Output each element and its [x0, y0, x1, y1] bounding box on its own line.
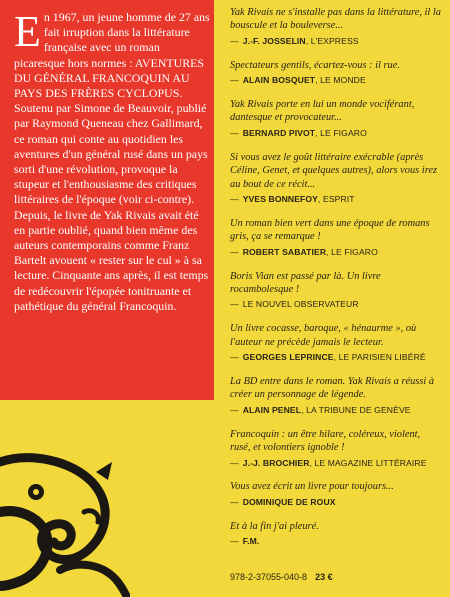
quote-item [230, 6, 442, 48]
press-quotes [230, 6, 442, 559]
quote-text: Si vous avez le goût littéraire exécrable (après Céline, Genet, et quelques autres), alors vous irez au bout de ce récit... [230, 151, 438, 190]
quote-outlet: , LE PARISIEN LIBÉRÉ [333, 352, 426, 363]
quote-text: Un livre cocasse, baroque, « hénaurme », où l'auteur ne précède jamais le lecteur. [230, 323, 417, 348]
quote-outlet: , LA TRIBUNE DE GENÈVE [301, 404, 411, 415]
quote-source [230, 535, 442, 548]
dash: — [230, 496, 239, 507]
quote-source [230, 298, 442, 311]
dash: — [230, 536, 239, 547]
quote-author: ALAIN BOSQUET [242, 75, 316, 86]
quote-text: Vous avez écrit un livre pour toujours... [230, 481, 394, 493]
quote-text: Un roman bien vert dans une époque de romans gris, ça se remarque ! [230, 217, 430, 243]
price: 23 € [315, 572, 333, 582]
quote-source [230, 351, 442, 364]
quote-author: ROBERT SABATIER [242, 246, 327, 257]
dash: — [230, 193, 239, 204]
quote-author: BERNARD PIVOT [242, 127, 316, 138]
quote-text: Yak Rivais porte en lui un monde vociférant, dantesque et provocateur... [230, 99, 415, 124]
quote-outlet: , LE MAGAZINE LITTÉRAIRE [309, 457, 427, 468]
quote-item [230, 428, 442, 470]
quote-outlet: , ESPRIT [318, 193, 355, 204]
isbn-number: 978-2-37055-040-8 [230, 572, 308, 582]
quote-text: Boris Vian est passé par là. Un livre rocambolesque ! [230, 270, 381, 295]
quote-text: Yak Rivais ne s'installe pas dans la littérature, il la bouscule et la bouleverse... [230, 7, 441, 32]
quote-text: Spectateurs gentils, écartez-vous : il rue. [230, 59, 400, 71]
quote-outlet: , L'EXPRESS [305, 35, 359, 46]
quote-author: GEORGES LEPRINCE [242, 352, 334, 363]
quote-text: Et à la fin j'ai pleuré. [230, 520, 319, 532]
ornament-illustration [0, 452, 130, 597]
quote-outlet: , LE FIGARO [315, 127, 367, 138]
isbn-price-line [230, 572, 444, 582]
dash: — [230, 404, 239, 415]
quote-source [230, 457, 442, 470]
quote-source [230, 35, 442, 48]
dash: — [230, 457, 239, 468]
quote-item [230, 217, 442, 259]
quote-author: YVES BONNEFOY [242, 193, 319, 204]
quote-item [230, 480, 442, 509]
quote-item [230, 59, 442, 88]
quote-item [230, 375, 442, 417]
quote-source [230, 496, 442, 509]
quote-item [230, 520, 442, 549]
quote-source [230, 127, 442, 140]
quote-outlet: , LE FIGARO [326, 246, 378, 257]
quote-text: La BD entre dans le roman. Yak Rivais a réussi à créer un personnage de légende. [230, 376, 435, 401]
quote-author: F.M. [242, 536, 260, 547]
dash: — [230, 299, 239, 310]
quote-item [230, 322, 442, 364]
quote-source [230, 246, 442, 259]
quote-author: ALAIN PENEL [242, 404, 302, 415]
quote-item [230, 98, 442, 140]
quote-source [230, 74, 442, 87]
dash: — [230, 35, 239, 46]
quote-item [230, 151, 442, 207]
quote-outlet: , LE MONDE [315, 75, 366, 86]
quote-source [230, 404, 442, 417]
quote-item [230, 270, 442, 312]
quote-text: Francoquin : un être hilare, coléreux, violent, rusé, et volontiers ignoble ! [230, 428, 421, 454]
blurb-body: n 1967, un jeune homme de 27 ans fait irruption dans la littérature française avec un roman picaresque hors normes : AVENTURES DU GÉNÉRAL FRANCOQUIN AU PAYS DES FRÈRES CYCLOPUS. Soutenu par Simone de Beauvoir, publié par Raymond Queneau chez Gallimard, ce roman qui conte au quotidien les aventures d'un général rusé dans un pays sorti d'une révolution, provoque la stupeur et l'enthousiasme des critiques littéraires de l'époque (voir ci-contre). Depuis, le livre de Yak Rivais avait été en partie oublié, quand bien même des auteurs contemporains comme Franz Bartelt avouent « rester sur le cul » à sa lecture. Cinquante ans après, il est temps de redécouvrir l'épopée tonitruante et pathétique du général Francoquin. [14, 10, 210, 313]
quote-author: DOMINIQUE DE ROUX [242, 496, 336, 507]
quote-outlet: LE NOUVEL OBSERVATEUR [242, 299, 359, 310]
dash: — [230, 127, 239, 138]
dash: — [230, 246, 239, 257]
blurb-text [14, 7, 210, 314]
quote-author: J.-F. JOSSELIN [242, 35, 306, 46]
drop-cap: E [14, 7, 41, 56]
dash: — [230, 352, 239, 363]
quote-author: J.-J. BROCHIER [242, 457, 310, 468]
dash: — [230, 75, 239, 86]
quote-source [230, 193, 442, 206]
